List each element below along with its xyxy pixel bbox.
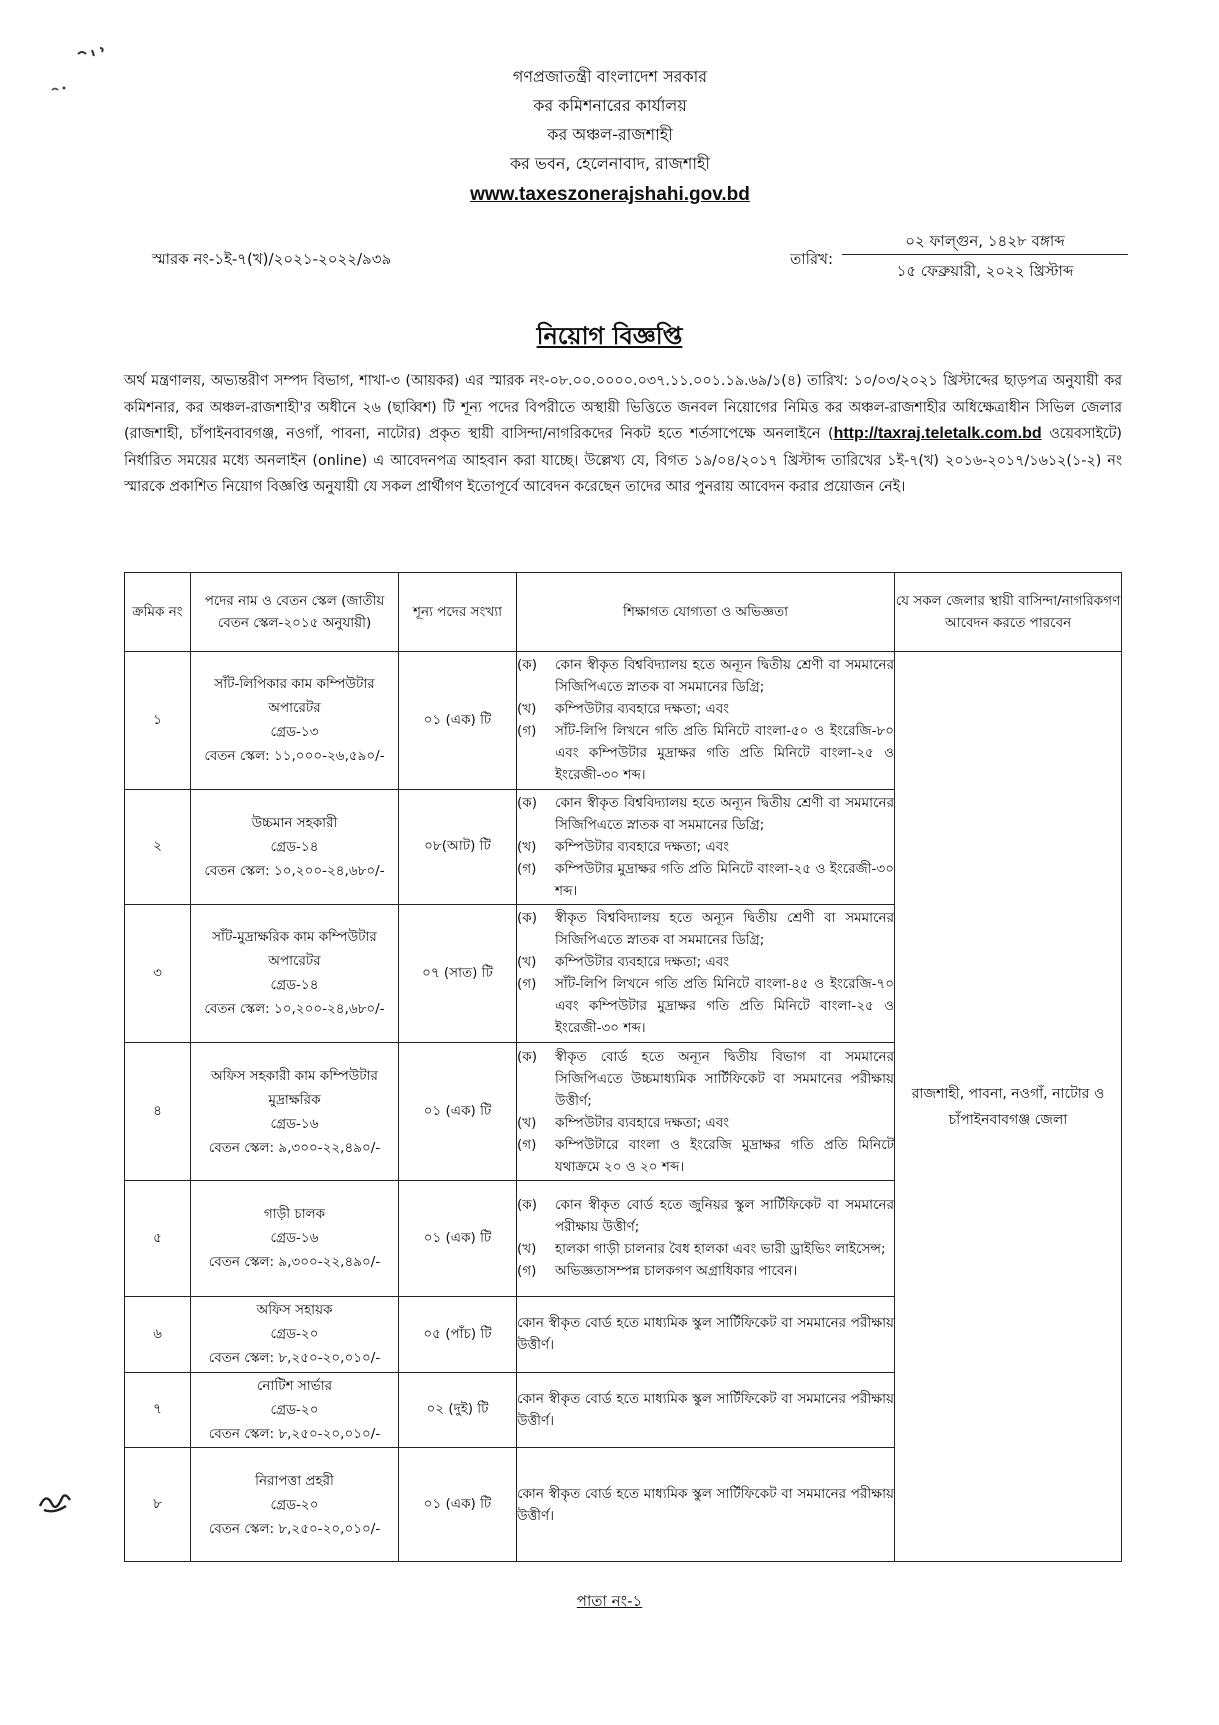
qualification-text: কোন স্বীকৃত বোর্ড হতে মাধ্যমিক স্কুল সার্টিফিকেট বা সমমানের পরীক্ষায় উত্তীর্ণ। <box>517 1485 894 1524</box>
vacancy-cell: ০৮(আট) টি <box>399 789 517 904</box>
vacancy-cell: ০৫ (পাঁচ) টি <box>399 1296 517 1372</box>
post-cell <box>191 1043 399 1181</box>
qualification-item <box>517 654 894 698</box>
post-line: বেতন স্কেল: ১০,২০০-২৪,৬৮০/- <box>204 1001 385 1018</box>
qualification-text: অভিজ্ঞতাসম্পন্ন চালকগণ অগ্রাধিকার পাবেন। <box>555 1263 798 1280</box>
qualification-text: কম্পিউটার ব্যবহারে দক্ষতা; এবং <box>555 1114 730 1131</box>
qualification-text: কোন স্বীকৃত বিশ্ববিদ্যালয় হতে অন্যূন দ্বিতীয় শ্রেণী বা সমমানের সিজিপিএতে স্নাতক বা সমমানের ডিগ্রি; <box>555 794 894 833</box>
qualification-item <box>517 698 894 720</box>
qualification-cell <box>517 1372 895 1448</box>
table-body <box>125 652 1122 1562</box>
serial-cell: ২ <box>125 789 191 904</box>
post-cell <box>191 1448 399 1562</box>
qualification-item <box>517 951 894 973</box>
serial-cell: ৫ <box>125 1181 191 1297</box>
vacancy-cell: ০২ (দুই) টি <box>399 1372 517 1448</box>
qualification-item <box>517 1134 894 1178</box>
intro-text-2: ওয়েবসাইটে) নির্ধারিত সময়ের মধ্যে অনলাইন (online) এ আবেদনপত্র আহবান করা যাচ্ছে। উল্লেখ্য যে, বিগত ১৯/০৪/২০১৭ খ্রিস্টাব্দ তারিখের ১ই-৭(খ) ২০১৬-২০১৭/১৬১২(১-২) নং স্মারকে প্রকাশিত নিয়োগ বিজ্ঞপ্তি অনুযায়ী যে সকল প্রার্থীগণ ইতোপূর্বে আবেদন করেছেন তাদের আর পুনরায় আবেদন করার প্রয়োজন নেই। <box>124 426 1122 496</box>
qualification-text: হালকা গাড়ী চালনার বৈধ হালকা এবং ভারী ড্রাইভিং লাইসেন্স; <box>555 1241 886 1258</box>
qualification-text: স্বীকৃত বিশ্ববিদ্যালয় হতে অন্যূন দ্বিতীয় শ্রেণী বা সমমানের সিজিপিএতে স্নাতক বা সমমানের ডিগ্রি; <box>555 910 894 949</box>
qualification-key: (ক) <box>517 1048 537 1065</box>
header-serial: ক্রমিক নং <box>125 573 191 652</box>
intro-text-1: অর্থ মন্ত্রণালয়, অভ্যন্তরীণ সম্পদ বিভাগ, শাখা-৩ (আয়কর) এর স্মারক নং-০৮.০০.০০০০.০৩৭.১১.০০১.১৯.৬৯/১(৪) তারিখ: ১০/০৩/২০২১ খ্রিস্টাব্দের ছাড়পত্র অনুযায়ী কর কমিশনার, কর অঞ্চল-রাজশাহী'র অধীনে ২৬ (ছাব্বিশ) টি শূন্য পদের বিপরীতে অস্থায়ী ভিত্তিতে জনবল নিয়োগের নিমিত্ত কর অঞ্চল-রাজশাহীর অধিক্ষেত্রাধীন সিভিল জেলার (রাজশাহী, চাঁপাইনবাবগঞ্জ, নওগাঁ, পাবনা, নাটোর) প্রকৃত স্থায়ী বাসিন্দা/নাগরিকদের নিকট হতে শর্তসাপেক্ষে অনলাইনে ( <box>124 373 1122 443</box>
serial-cell: ৪ <box>125 1043 191 1181</box>
vacancy-cell: ০৭ (সাত) টি <box>399 904 517 1043</box>
vacancy-cell: ০১ (এক) টি <box>399 1448 517 1562</box>
qualification-cell <box>517 789 895 904</box>
post-line: অফিস সহায়ক <box>256 1302 333 1319</box>
vacancy-cell: ০১ (এক) টি <box>399 1043 517 1181</box>
post-line: সাঁট-মুদ্রাক্ষরিক কাম কম্পিউটার <box>212 929 377 946</box>
post-line: গ্রেড-১৬ <box>270 1230 319 1247</box>
serial-cell: ৮ <box>125 1448 191 1562</box>
post-line: বেতন স্কেল: ৮,২৫০-২০,০১০/- <box>208 1350 381 1367</box>
qualification-item <box>517 907 894 951</box>
qualification-key: (গ) <box>517 723 537 740</box>
qualification-item <box>517 836 894 858</box>
qualification-text: কম্পিউটার ব্যবহারে দক্ষতা; এবং <box>555 954 730 971</box>
post-line: গ্রেড-২০ <box>270 1401 319 1418</box>
vacancy-cell: ০১ (এক) টি <box>399 652 517 790</box>
date-gregorian: ১৫ ফেব্রুয়ারী, ২০২২ খ্রিস্টাব্দ <box>896 262 1074 280</box>
qualification-item <box>517 1194 894 1238</box>
post-line: নিরাপত্তা প্রহরী <box>255 1472 334 1489</box>
qualification-cell <box>517 904 895 1043</box>
date-block <box>842 229 1128 283</box>
qualification-item <box>517 1260 894 1282</box>
qualification-key: (খ) <box>517 1241 537 1258</box>
post-cell <box>191 789 399 904</box>
intro-paragraph <box>124 368 1122 501</box>
qualification-item <box>517 720 894 786</box>
qualification-key: (খ) <box>517 701 537 718</box>
memo-number: স্মারক নং-১ই-৭(খ)/২০২১-২০২২/৯৩৯ <box>152 250 392 268</box>
qualification-item <box>517 1112 894 1134</box>
office-address: কর ভবন, হেলেনাবাদ, রাজশাহী <box>509 154 711 173</box>
date-label: তারিখ: <box>790 250 834 268</box>
post-line: বেতন স্কেল: ৯,৩০০-২২,৪৯০/- <box>208 1139 381 1156</box>
post-line: গ্রেড-২০ <box>270 1496 319 1513</box>
qualification-key: (ক) <box>517 1197 537 1214</box>
table-row <box>125 652 1122 790</box>
post-line: বেতন স্কেল: ৯,৩০০-২২,৪৯০/- <box>208 1254 381 1271</box>
post-line: অপারেটর <box>268 953 321 970</box>
application-link[interactable]: http://taxraj.teletalk.com.bd <box>833 425 1042 443</box>
qualification-cell <box>517 1448 895 1562</box>
qualification-text: সাঁট-লিপি লিখনে গতি প্রতি মিনিটে বাংলা-৫০ ও ইংরেজি-৮০ এবং কম্পিউটার মুদ্রাক্ষর গতি প্রতি মিনিটে বাংলা-২৫ ও ইংরেজী-৩০ শব্দ। <box>555 723 894 784</box>
qualification-key: (গ) <box>517 976 537 993</box>
post-line: সাঁট-লিপিকার কাম কম্পিউটার <box>214 676 375 693</box>
qualification-key: (ক) <box>517 657 537 674</box>
qualification-item <box>517 1046 894 1112</box>
serial-cell: ৭ <box>125 1372 191 1448</box>
date-divider <box>842 254 1128 255</box>
qualification-key: (গ) <box>517 1263 537 1280</box>
header-vacancy: শূন্য পদের সংখ্যা <box>399 573 517 652</box>
serial-cell: ১ <box>125 652 191 790</box>
post-line: গ্রেড-১৩ <box>270 724 319 741</box>
qualification-key: (খ) <box>517 838 537 855</box>
vacancy-cell: ০১ (এক) টি <box>399 1181 517 1297</box>
govt-name: গণপ্রজাতন্ত্রী বাংলাদেশ সরকার <box>512 67 708 86</box>
table-header-row <box>125 573 1122 652</box>
vacancy-table <box>124 572 1122 1562</box>
qualification-text: কম্পিউটার ব্যবহারে দক্ষতা; এবং <box>555 701 730 718</box>
header-qualification: শিক্ষাগত যোগ্যতা ও অভিজ্ঞতা <box>517 573 895 652</box>
qualification-item <box>517 1388 894 1432</box>
qualification-text: কম্পিউটার ব্যবহারে দক্ষতা; এবং <box>555 838 730 855</box>
qualification-item <box>517 1238 894 1260</box>
post-line: গ্রেড-১৪ <box>270 838 319 855</box>
website-link[interactable]: www.taxeszonerajshahi.gov.bd <box>470 184 750 205</box>
post-line: অপারেটর <box>268 700 321 717</box>
qualification-key: (গ) <box>517 860 537 877</box>
post-line: মুদ্রাক্ষরিক <box>268 1091 321 1108</box>
qualification-item <box>517 973 894 1039</box>
post-cell <box>191 1372 399 1448</box>
qualification-cell <box>517 1043 895 1181</box>
district-cell: রাজশাহী, পাবনা, নওগাঁ, নাটোর ও চাঁপাইনবাবগঞ্জ জেলা <box>895 652 1122 1562</box>
qualification-key: (গ) <box>517 1136 537 1153</box>
post-line: বেতন স্কেল: ১১,০০০-২৬,৫৯০/- <box>204 748 385 765</box>
qualification-cell <box>517 1181 895 1297</box>
qualification-text: কোন স্বীকৃত বোর্ড হতে মাধ্যমিক স্কুল সার্টিফিকেট বা সমমানের পরীক্ষায় উত্তীর্ণ। <box>517 1315 894 1354</box>
qualification-text: কম্পিউটার মুদ্রাক্ষর গতি প্রতি মিনিটে বাংলা-২৫ ও ইংরেজী-৩০ শব্দ। <box>555 860 894 899</box>
post-cell <box>191 904 399 1043</box>
qualification-item <box>517 792 894 836</box>
date-bangla: ০২ ফাল্গুন, ১৪২৮ বঙ্গাব্দ <box>905 232 1065 250</box>
header-post: পদের নাম ও বেতন স্কেল (জাতীয় বেতন স্কেল-২০১৫ অনুযায়ী) <box>191 573 399 652</box>
post-cell <box>191 1296 399 1372</box>
initial-signature <box>34 1480 78 1520</box>
qualification-key: (খ) <box>517 1114 537 1131</box>
qualification-item <box>517 1312 894 1356</box>
post-line: অফিস সহকারী কাম কম্পিউটার <box>211 1067 378 1084</box>
post-line: গ্রেড-১৪ <box>270 977 319 994</box>
qualification-key: (ক) <box>517 794 537 811</box>
header-district: যে সকল জেলার স্থায়ী বাসিন্দা/নাগরিকগণ আবেদন করতে পারবেন <box>895 573 1122 652</box>
serial-cell: ৩ <box>125 904 191 1043</box>
qualification-item <box>517 1483 894 1527</box>
qualification-cell <box>517 1296 895 1372</box>
qualification-text: কোন স্বীকৃত বোর্ড হতে মাধ্যমিক স্কুল সার্টিফিকেট বা সমমানের পরীক্ষায় উত্তীর্ণ। <box>517 1390 894 1429</box>
qualification-item <box>517 858 894 902</box>
notice-title: নিয়োগ বিজ্ঞপ্তি <box>536 322 683 350</box>
serial-cell: ৬ <box>125 1296 191 1372</box>
post-cell <box>191 652 399 790</box>
qualification-text: কম্পিউটারে বাংলা ও ইংরেজি মুদ্রাক্ষর গতি প্রতি মিনিটে যথাক্রমে ২০ ও ২০ শব্দ। <box>555 1136 894 1175</box>
post-line: গ্রেড-১৬ <box>270 1115 319 1132</box>
post-line: উচ্চমান সহকারী <box>251 814 338 831</box>
letterhead <box>300 62 920 212</box>
qualification-text: কোন স্বীকৃত বিশ্ববিদ্যালয় হতে অন্যূন দ্বিতীয় শ্রেণী বা সমমানের সিজিপিএতে স্নাতক বা সমমানের ডিগ্রি; <box>555 657 894 696</box>
post-line: বেতন স্কেল: ৮,২৫০-২০,০১০/- <box>208 1520 381 1537</box>
page-number-wrap <box>0 1590 1219 1615</box>
qualification-key: (খ) <box>517 954 537 971</box>
post-cell <box>191 1181 399 1297</box>
qualification-text: সাঁট-লিপি লিখনে গতি প্রতি মিনিটে বাংলা-৪৫ ও ইংরেজি-৭০ এবং কম্পিউটার মুদ্রাক্ষর গতি প্রতি মিনিটে বাংলা-২৫ ও ইংরেজী-৩০ শব্দ। <box>555 976 894 1037</box>
post-line: নোটিশ সার্ভার <box>256 1377 333 1394</box>
qualification-text: স্বীকৃত বোর্ড হতে অন্যূন দ্বিতীয় বিভাগ বা সমমানের সিজিপিএতে উচ্চমাধ্যমিক সার্টিফিকেট বা সমমানের পরীক্ষায় উত্তীর্ণ; <box>555 1048 894 1109</box>
office-name: কর কমিশনারের কার্যালয় <box>533 96 687 115</box>
page-number: পাতা নং-১ <box>576 1592 643 1610</box>
notice-title-wrap <box>0 318 1219 358</box>
post-line: বেতন স্কেল: ৮,২৫০-২০,০১০/- <box>208 1425 381 1442</box>
post-line: গ্রেড-২০ <box>270 1326 319 1343</box>
post-line: গাড়ী চালক <box>263 1206 326 1223</box>
zone-name: কর অঞ্চল-রাজশাহী <box>547 125 673 144</box>
qualification-cell <box>517 652 895 790</box>
post-line: বেতন স্কেল: ১০,২০০-২৪,৬৮০/- <box>204 862 385 879</box>
qualification-key: (ক) <box>517 910 537 927</box>
handwritten-marks <box>48 40 138 110</box>
qualification-text: কোন স্বীকৃত বোর্ড হতে জুনিয়র স্কুল সার্টিফিকেট বা সমমানের পরীক্ষায় উত্তীর্ণ; <box>555 1197 894 1236</box>
